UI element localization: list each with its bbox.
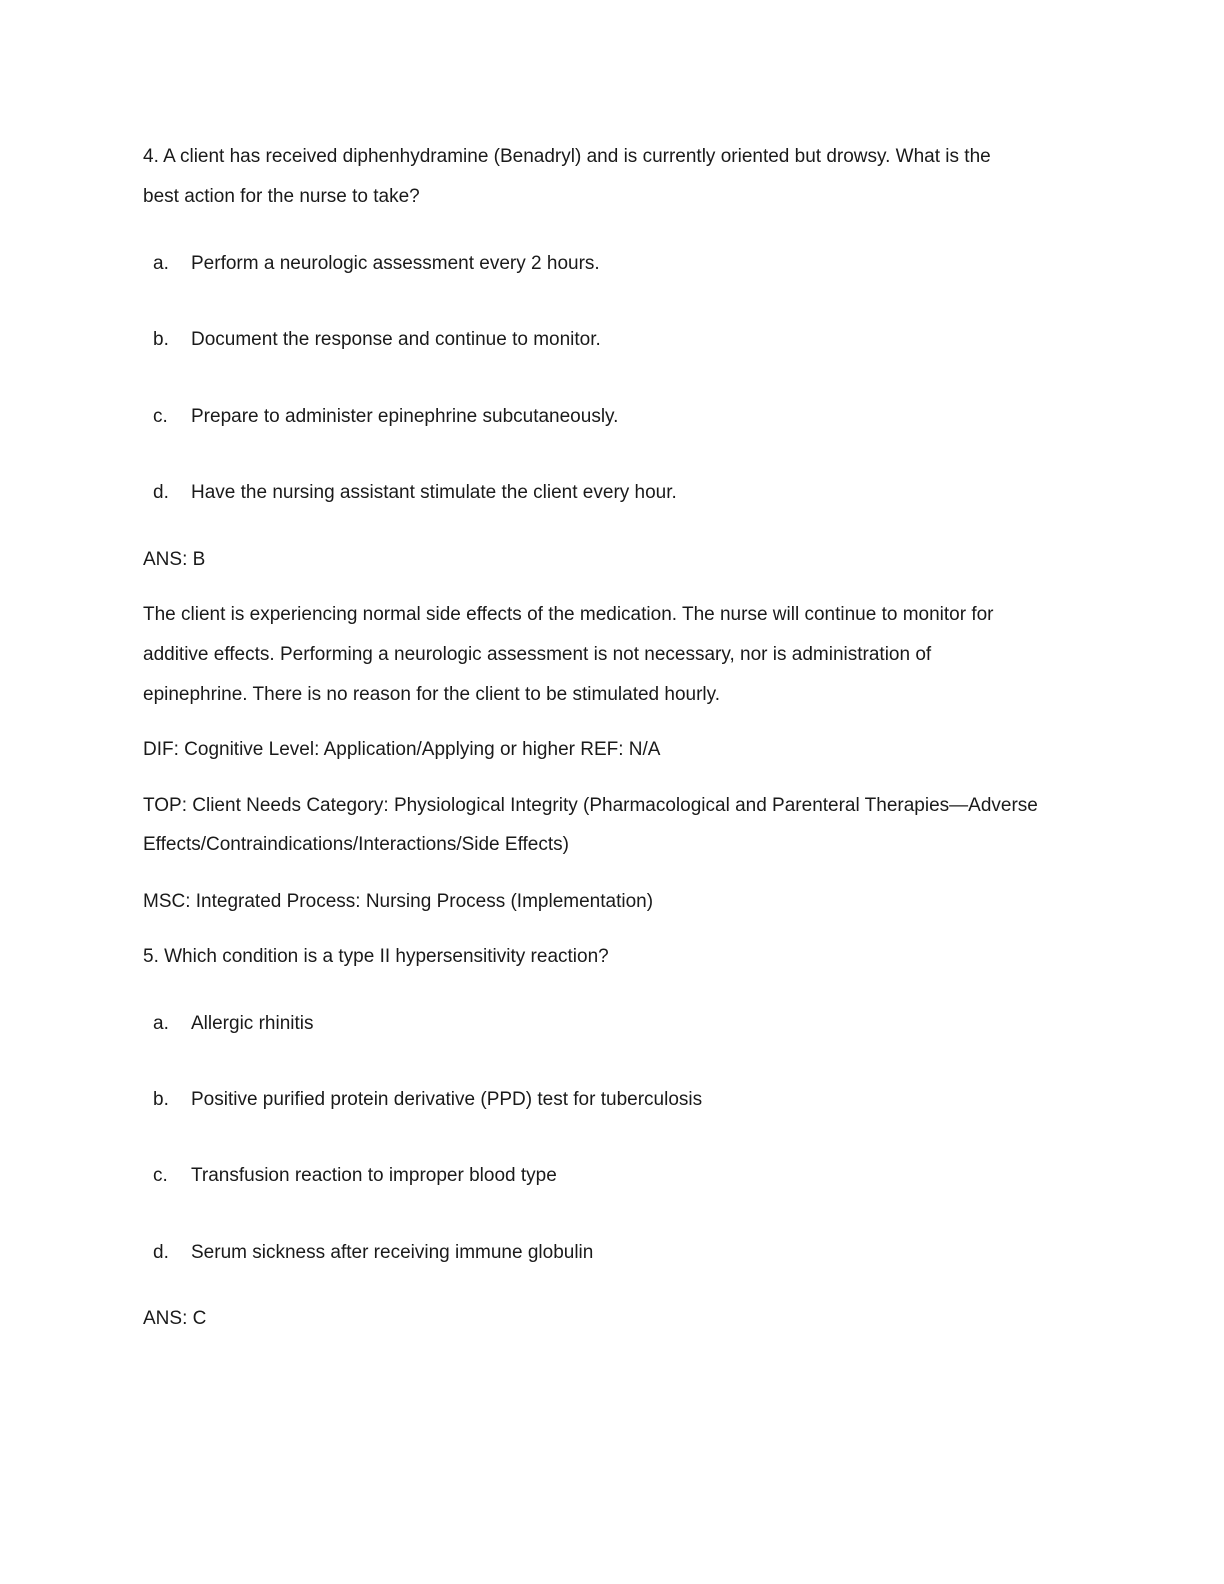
option-text: Serum sickness after receiving immune globulin — [191, 1242, 594, 1263]
option-letter: a. — [153, 253, 169, 274]
q4-answer: ANS: B — [143, 549, 206, 570]
q4-rationale-line-1: The client is experiencing normal side effects of the medication. The nurse will continue to monitor for — [143, 604, 994, 625]
option-text: Have the nursing assistant stimulate the client every hour. — [191, 482, 677, 503]
option-text: Prepare to administer epinephrine subcutaneously. — [191, 406, 619, 427]
q4-top-line-2: Effects/Contraindications/Interactions/Side Effects) — [143, 834, 569, 855]
q4-dif: DIF: Cognitive Level: Application/Applying or higher REF: N/A — [143, 739, 661, 760]
option-letter: b. — [153, 329, 169, 350]
option-letter: c. — [153, 406, 168, 427]
q4-stem-line-1: 4. A client has received diphenhydramine (Benadryl) and is currently oriented but drowsy. What is the — [143, 146, 991, 167]
option-letter: b. — [153, 1089, 169, 1110]
q4-rationale-line-2: additive effects. Performing a neurologic assessment is not necessary, nor is administration of — [143, 644, 932, 665]
q5-stem: 5. Which condition is a type II hypersensitivity reaction? — [143, 946, 609, 967]
option-letter: d. — [153, 482, 169, 503]
option-letter: d. — [153, 1242, 169, 1263]
option-letter: c. — [153, 1165, 168, 1186]
q4-stem-line-2: best action for the nurse to take? — [143, 186, 420, 207]
q4-msc: MSC: Integrated Process: Nursing Process (Implementation) — [143, 891, 654, 912]
option-text: Allergic rhinitis — [191, 1013, 314, 1034]
option-letter: a. — [153, 1013, 169, 1034]
option-text: Positive purified protein derivative (PPD) test for tuberculosis — [191, 1089, 703, 1110]
option-text: Transfusion reaction to improper blood type — [191, 1165, 557, 1186]
option-text: Document the response and continue to monitor. — [191, 329, 601, 350]
q5-answer: ANS: C — [143, 1308, 207, 1329]
q4-rationale-line-3: epinephrine. There is no reason for the client to be stimulated hourly. — [143, 684, 721, 705]
q4-top-line-1: TOP: Client Needs Category: Physiological Integrity (Pharmacological and Parenteral Therapies—Adverse — [143, 795, 1038, 816]
option-text: Perform a neurologic assessment every 2 hours. — [191, 253, 600, 274]
